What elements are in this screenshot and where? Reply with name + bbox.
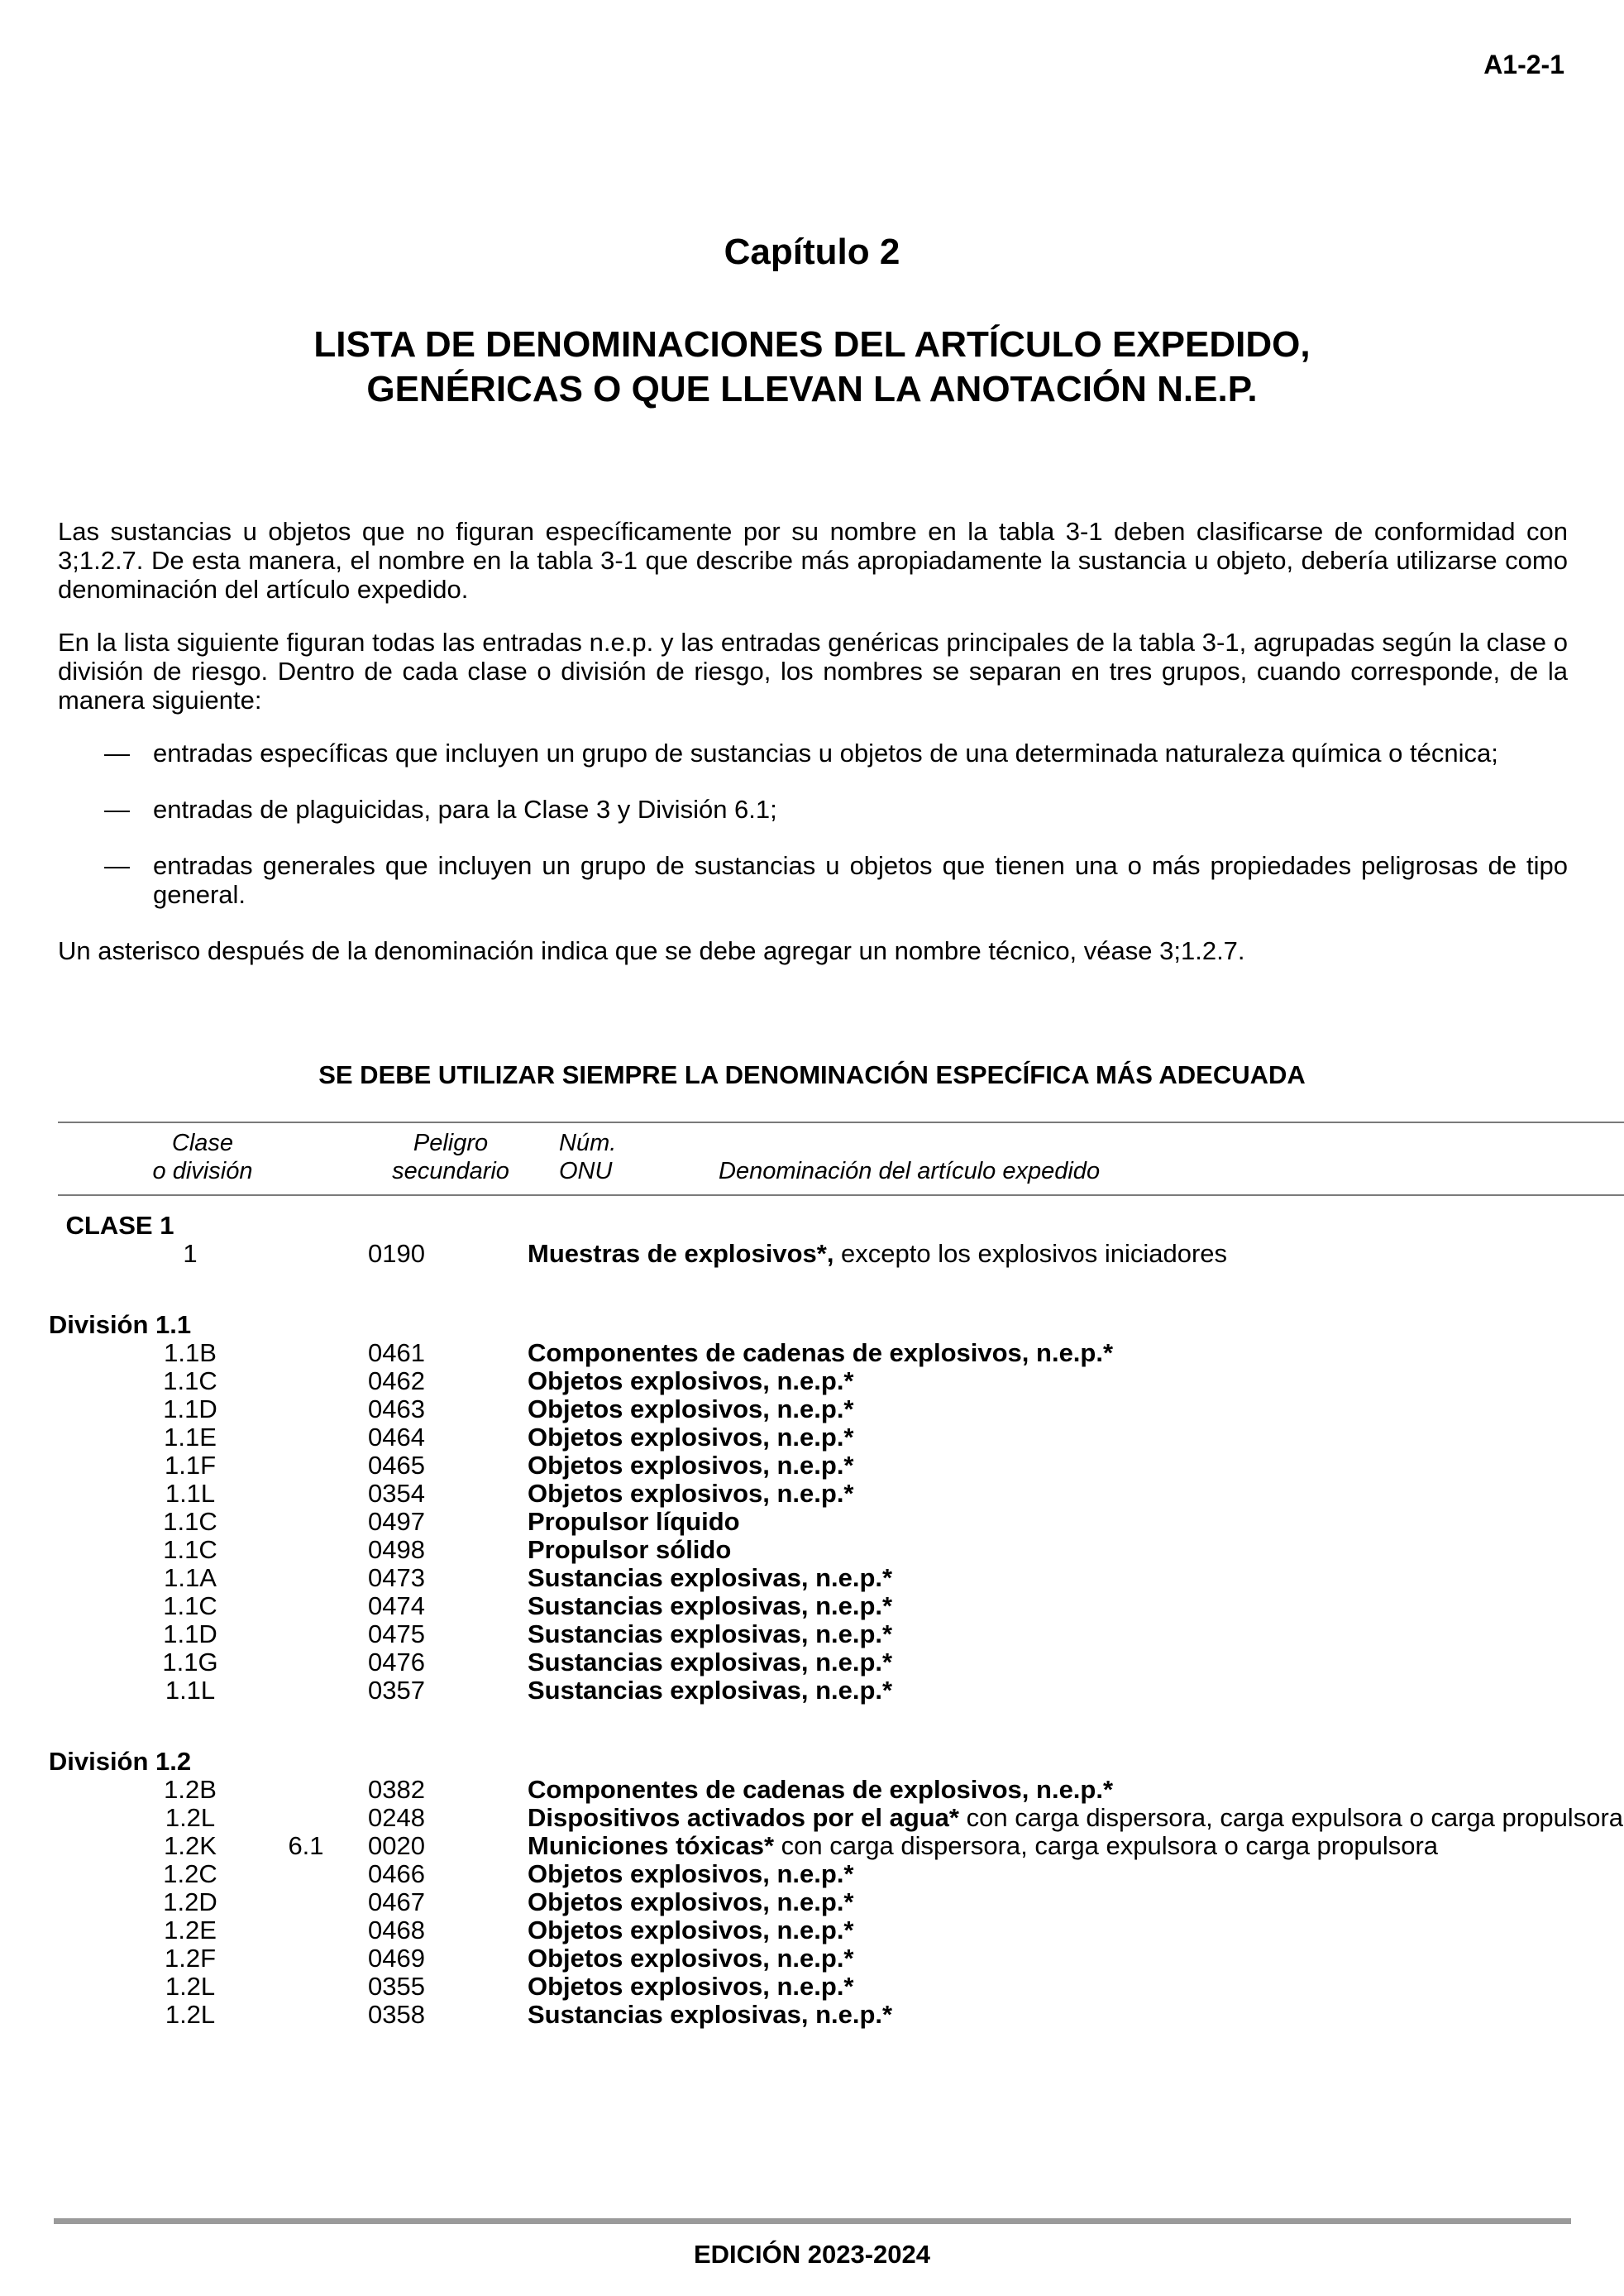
intro-paragraph-3: Un asterisco después de la denominación indica que se debe agregar un nombre técnico, véase 3;1.2.7.	[58, 936, 1245, 965]
cell-clase: 1.2E	[164, 1916, 217, 1944]
table-row	[0, 1677, 1624, 1705]
cell-onu: 0382	[368, 1775, 425, 1804]
cell-clase: 1.2F	[164, 1944, 217, 1973]
column-header-clase-line-2: o división	[152, 1158, 253, 1184]
denominacion-rest: excepto los explosivos iniciadores	[833, 1239, 1228, 1268]
cell-peligro-secundario	[0, 1508, 368, 1536]
cell-clase: 1.1D	[163, 1394, 217, 1423]
cell-clase: 1.2D	[163, 1887, 217, 1916]
cell-onu: 0468	[368, 1916, 425, 1944]
dash-bullet: —	[104, 739, 130, 768]
cell-peligro-secundario	[0, 1677, 368, 1705]
table-row	[0, 1367, 1624, 1395]
list-item	[58, 851, 1568, 909]
list-item-text: entradas específicas que incluyen un grupo de sustancias u objetos de una determinada naturaleza química o técnica;	[153, 739, 1498, 768]
cell-clase: 1.2L	[165, 1803, 216, 1832]
cell-peligro-secundario	[0, 1944, 368, 1973]
cell-clase: 1.1C	[163, 1591, 217, 1620]
table-row	[0, 1536, 1624, 1564]
dash-bullet: —	[104, 795, 130, 824]
cell-onu: 0354	[368, 1479, 425, 1508]
chapter-title: Capítulo 2	[724, 232, 900, 272]
table-row	[0, 1888, 1624, 1916]
cell-denominacion	[528, 1648, 1624, 1677]
cell-denominacion	[528, 1480, 1624, 1508]
denominacion-bold: Sustancias explosivas, n.e.p.*	[528, 2000, 893, 2029]
cell-peligro-secundario	[0, 1367, 368, 1395]
cell-clase: 1.1C	[163, 1366, 217, 1395]
table-row	[0, 1395, 1624, 1423]
denominacion-bold: Objetos explosivos, n.e.p.*	[528, 1944, 854, 1973]
list-item	[58, 795, 1568, 824]
cell-onu: 0473	[368, 1563, 425, 1592]
table-group	[0, 1311, 1624, 1705]
cell-denominacion	[528, 1592, 1624, 1620]
column-header-denominacion: Denominación del artículo expedido	[719, 1158, 1101, 1184]
cell-peligro-secundario	[0, 1423, 368, 1452]
cell-denominacion	[528, 1776, 1624, 1804]
cell-denominacion	[528, 1339, 1624, 1367]
list-item	[58, 739, 1568, 768]
group-label: División 1.1	[48, 1310, 192, 1339]
denominacion-bold: Dispositivos activados por el agua*	[528, 1803, 959, 1832]
cell-onu: 0497	[368, 1507, 425, 1536]
cell-peligro-secundario	[0, 1888, 368, 1916]
column-header-onu	[559, 1129, 616, 1185]
cell-peligro-secundario	[0, 1564, 368, 1592]
group-label: División 1.2	[48, 1747, 192, 1776]
cell-peligro-secundario	[0, 1860, 368, 1888]
cell-denominacion	[528, 1536, 1624, 1564]
cell-onu: 0474	[368, 1591, 425, 1620]
cell-denominacion	[528, 1564, 1624, 1592]
cell-denominacion	[528, 1240, 1624, 1268]
denominacion-bold: Objetos explosivos, n.e.p.*	[528, 1451, 854, 1480]
cell-peligro-secundario	[0, 1240, 368, 1268]
table-top-rule	[58, 1122, 1624, 1123]
column-header-onu-line-1: Núm.	[559, 1130, 617, 1156]
denominacion-bold: Objetos explosivos, n.e.p.*	[528, 1916, 854, 1944]
cell-denominacion	[528, 1888, 1624, 1916]
denominacion-bold: Sustancias explosivas, n.e.p.*	[528, 1563, 893, 1592]
table-row	[0, 1620, 1624, 1648]
cell-clase: 1.1A	[164, 1563, 217, 1592]
cell-denominacion	[528, 1423, 1624, 1452]
denominacion-rest: con carga dispersora, carga expulsora o carga propulsora	[959, 1803, 1624, 1832]
cell-peligro-secundario	[0, 1536, 368, 1564]
cell-clase: 1.1F	[164, 1451, 217, 1480]
cell-onu: 0248	[368, 1803, 425, 1832]
denominacion-bold: Objetos explosivos, n.e.p.*	[528, 1423, 854, 1452]
cell-denominacion	[528, 2001, 1624, 2029]
intro-paragraph-2: En la lista siguiente figuran todas las entradas n.e.p. y las entradas genéricas principales de la tabla 3-1, agrupadas según la clase o división de riesgo. Dentro de cada clase o división de riesgo, los nombres se separan en tres grupos, cuando corresponde, de la manera siguiente:	[58, 628, 1568, 715]
denominacion-bold: Objetos explosivos, n.e.p.*	[528, 1972, 854, 2001]
main-title-line-1: LISTA DE DENOMINACIONES DEL ARTÍCULO EXPEDIDO,	[313, 324, 1311, 365]
table-row	[0, 1973, 1624, 2001]
table-row	[0, 1776, 1624, 1804]
list-item-text: entradas de plaguicidas, para la Clase 3 y División 6.1;	[153, 795, 777, 824]
table-row	[0, 1452, 1624, 1480]
denominacion-bold: Propulsor sólido	[528, 1535, 732, 1564]
cell-clase: 1.1D	[163, 1619, 217, 1648]
cell-onu: 0469	[368, 1944, 425, 1973]
cell-clase: 1.1G	[162, 1648, 218, 1677]
cell-peligro-secundario	[0, 1973, 368, 2001]
main-title	[0, 323, 1624, 412]
table-row	[0, 1648, 1624, 1677]
cell-clase: 1.1C	[163, 1507, 217, 1536]
cell-clase: 1.2B	[164, 1775, 217, 1804]
denominacion-bold: Objetos explosivos, n.e.p.*	[528, 1394, 854, 1423]
column-header-clase-line-1: Clase	[171, 1130, 234, 1156]
cell-clase: 1	[183, 1239, 198, 1268]
cell-clase: 1.1L	[165, 1676, 216, 1705]
intro-section	[58, 517, 1568, 989]
cell-onu: 0461	[368, 1338, 425, 1367]
table-row	[0, 1592, 1624, 1620]
cell-denominacion	[528, 1452, 1624, 1480]
cell-peligro-secundario	[0, 2001, 368, 2029]
intro-paragraph-1: Las sustancias u objetos que no figuran específicamente por su nombre en la tabla 3-1 deben clasificarse de conformidad con 3;1.2.7. De esta manera, el nombre en la tabla 3-1 que describe más apropiadamente la sustancia u objeto, debería utilizarse como denominación del artículo expedido.	[58, 517, 1568, 604]
cell-onu: 0357	[368, 1676, 425, 1705]
cell-denominacion	[528, 1860, 1624, 1888]
cell-clase: 1.1B	[164, 1338, 217, 1367]
denominacion-bold: Sustancias explosivas, n.e.p.*	[528, 1676, 893, 1705]
table-row	[0, 1860, 1624, 1888]
column-header-peligro-line-1: Peligro	[413, 1130, 489, 1156]
table-row	[0, 1508, 1624, 1536]
cell-onu: 0462	[368, 1366, 425, 1395]
denominacion-bold: Objetos explosivos, n.e.p.*	[528, 1366, 854, 1395]
denominacion-bold: Sustancias explosivas, n.e.p.*	[528, 1591, 893, 1620]
cell-denominacion	[528, 1944, 1624, 1973]
table-row	[0, 1916, 1624, 1944]
bullet-list	[58, 739, 1568, 909]
denominacion-bold: Sustancias explosivas, n.e.p.*	[528, 1648, 893, 1677]
table-group	[0, 1212, 1624, 1268]
cell-onu: 0467	[368, 1887, 425, 1916]
column-header-onu-line-2: ONU	[559, 1158, 613, 1184]
column-header-clase	[124, 1129, 281, 1185]
cell-denominacion	[528, 1973, 1624, 2001]
denominacion-bold: Propulsor líquido	[528, 1507, 740, 1536]
table-row	[0, 2001, 1624, 2029]
cell-onu: 0355	[368, 1972, 425, 2001]
cell-clase: 1.2L	[165, 2000, 216, 2029]
denominacion-bold: Componentes de cadenas de explosivos, n.e.p.*	[528, 1338, 1114, 1367]
table-row	[0, 1480, 1624, 1508]
column-header-peligro	[372, 1129, 529, 1185]
cell-denominacion	[528, 1395, 1624, 1423]
cell-onu: 0464	[368, 1423, 425, 1452]
table-row	[0, 1832, 1624, 1860]
cell-peligro-secundario	[0, 1339, 368, 1367]
cell-clase: 1.1C	[163, 1535, 217, 1564]
cell-peligro-secundario	[0, 1804, 368, 1832]
cell-peligro-secundario	[0, 1395, 368, 1423]
cell-clase: 1.2K	[164, 1831, 217, 1860]
cell-peligro-secundario	[0, 1452, 368, 1480]
dash-bullet: —	[104, 851, 130, 880]
cell-denominacion	[528, 1620, 1624, 1648]
column-header-peligro-line-2: secundario	[392, 1158, 509, 1184]
table-row	[0, 1339, 1624, 1367]
cell-peligro-secundario	[0, 1916, 368, 1944]
table-heading: SE DEBE UTILIZAR SIEMPRE LA DENOMINACIÓN ESPECÍFICA MÁS ADECUADA	[318, 1060, 1306, 1089]
cell-onu: 0463	[368, 1394, 425, 1423]
denominacion-bold: Municiones tóxicas*	[528, 1831, 775, 1860]
main-title-line-2: GENÉRICAS O QUE LLEVAN LA ANOTACIÓN N.E.P.	[366, 369, 1258, 409]
cell-peligro-secundario	[0, 1648, 368, 1677]
denominacion-bold: Objetos explosivos, n.e.p.*	[528, 1859, 854, 1888]
table-body	[0, 1212, 1624, 2072]
table-row	[0, 1564, 1624, 1592]
cell-onu: 0358	[368, 2000, 425, 2029]
table-group	[0, 1748, 1624, 2029]
cell-onu: 0498	[368, 1535, 425, 1564]
denominacion-bold: Sustancias explosivas, n.e.p.*	[528, 1619, 893, 1648]
cell-onu: 0466	[368, 1859, 425, 1888]
table-row	[0, 1240, 1624, 1268]
table-row	[0, 1423, 1624, 1452]
denominacion-rest: con carga dispersora, carga expulsora o carga propulsora	[774, 1831, 1439, 1860]
denominacion-bold: Objetos explosivos, n.e.p.*	[528, 1887, 854, 1916]
cell-denominacion	[528, 1832, 1624, 1860]
cell-onu: 0476	[368, 1648, 425, 1677]
cell-onu: 0465	[368, 1451, 425, 1480]
table-header-rule	[58, 1194, 1624, 1196]
footer-rule	[54, 2218, 1571, 2224]
page-number: A1-2-1	[1483, 50, 1564, 79]
cell-clase: 1.1L	[165, 1479, 216, 1508]
cell-denominacion	[528, 1508, 1624, 1536]
denominacion-bold: Muestras de explosivos*,	[528, 1239, 834, 1268]
denominacion-bold: Componentes de cadenas de explosivos, n.e.p.*	[528, 1775, 1114, 1804]
cell-denominacion	[528, 1367, 1624, 1395]
cell-onu: 0475	[368, 1619, 425, 1648]
cell-clase: 1.2C	[163, 1859, 217, 1888]
cell-onu: 0020	[368, 1831, 425, 1860]
cell-peligro-secundario	[0, 1776, 368, 1804]
cell-denominacion	[528, 1804, 1624, 1832]
denominacion-bold: Objetos explosivos, n.e.p.*	[528, 1479, 854, 1508]
cell-clase: 1.1E	[164, 1423, 217, 1452]
footer-edition: EDICIÓN 2023-2024	[693, 2240, 931, 2269]
cell-onu: 0190	[368, 1239, 425, 1268]
cell-peligro-secundario: 6.1	[288, 1831, 324, 1860]
cell-denominacion	[528, 1677, 1624, 1705]
table-row	[0, 1944, 1624, 1973]
cell-peligro-secundario	[0, 1480, 368, 1508]
cell-peligro-secundario	[0, 1592, 368, 1620]
cell-peligro-secundario	[0, 1620, 368, 1648]
cell-denominacion	[528, 1916, 1624, 1944]
table-row	[0, 1804, 1624, 1832]
cell-clase: 1.2L	[165, 1972, 216, 2001]
list-item-text: entradas generales que incluyen un grupo de sustancias u objetos que tienen una o más propiedades peligrosas de tipo general.	[153, 851, 1568, 909]
group-label: CLASE 1	[65, 1211, 174, 1240]
